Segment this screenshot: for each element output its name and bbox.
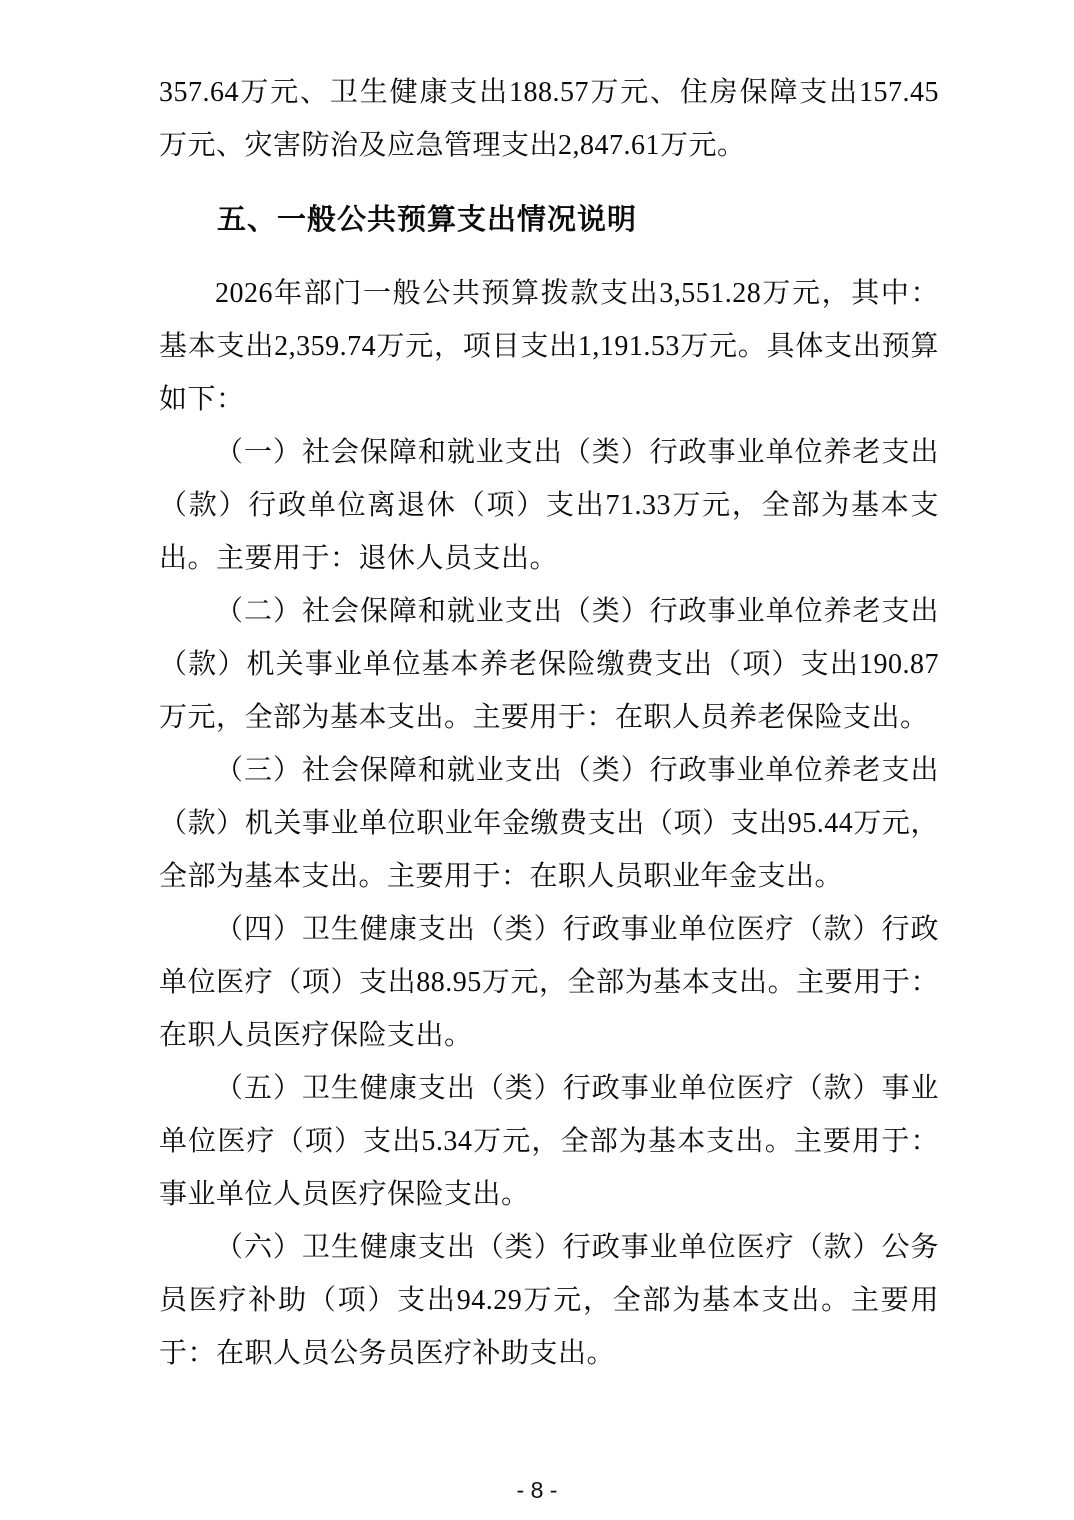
page-number: - 8 - xyxy=(516,1477,558,1503)
paragraph-budget-overview: 2026年部门一般公共预算拨款支出3,551.28万元，其中：基本支出2,359.74万元，项目支出1,191.53万元。具体支出预算如下： xyxy=(159,278,939,415)
paragraph-item-2-basic-pension-insurance: （二）社会保障和就业支出（类）行政事业单位养老支出（款）机关事业单位基本养老保险缴费支出（项）支出190.87万元，全部为基本支出。主要用于：在职人员养老保险支出。 xyxy=(159,596,939,733)
paragraph-item-1-pension-retirees: （一）社会保障和就业支出（类）行政事业单位养老支出（款）行政单位离退休（项）支出71.33万元，全部为基本支出。主要用于：退休人员支出。 xyxy=(159,437,939,574)
paragraph-item-6-civil-servant-medical-subsidy: （六）卫生健康支出（类）行政事业单位医疗（款）公务员医疗补助（项）支出94.29万元，全部为基本支出。主要用于：在职人员公务员医疗补助支出。 xyxy=(159,1232,939,1369)
section-heading-general-public-budget-expenditure: 五、一般公共预算支出情况说明 xyxy=(217,202,638,236)
paragraph-item-3-occupational-annuity: （三）社会保障和就业支出（类）行政事业单位养老支出（款）机关事业单位职业年金缴费支出（项）支出95.44万元，全部为基本支出。主要用于：在职人员职业年金支出。 xyxy=(159,755,939,892)
paragraph-continuation-expenditure-summary: 357.64万元、卫生健康支出188.57万元、住房保障支出157.45万元、灾害防治及应急管理支出2,847.61万元。 xyxy=(159,77,939,161)
paragraph-item-5-institution-medical: （五）卫生健康支出（类）行政事业单位医疗（款）事业单位医疗（项）支出5.34万元，全部为基本支出。主要用于：事业单位人员医疗保险支出。 xyxy=(159,1073,939,1210)
paragraph-item-4-admin-unit-medical: （四）卫生健康支出（类）行政事业单位医疗（款）行政单位医疗（项）支出88.95万元，全部为基本支出。主要用于：在职人员医疗保险支出。 xyxy=(159,914,939,1051)
document-content xyxy=(159,66,939,1380)
